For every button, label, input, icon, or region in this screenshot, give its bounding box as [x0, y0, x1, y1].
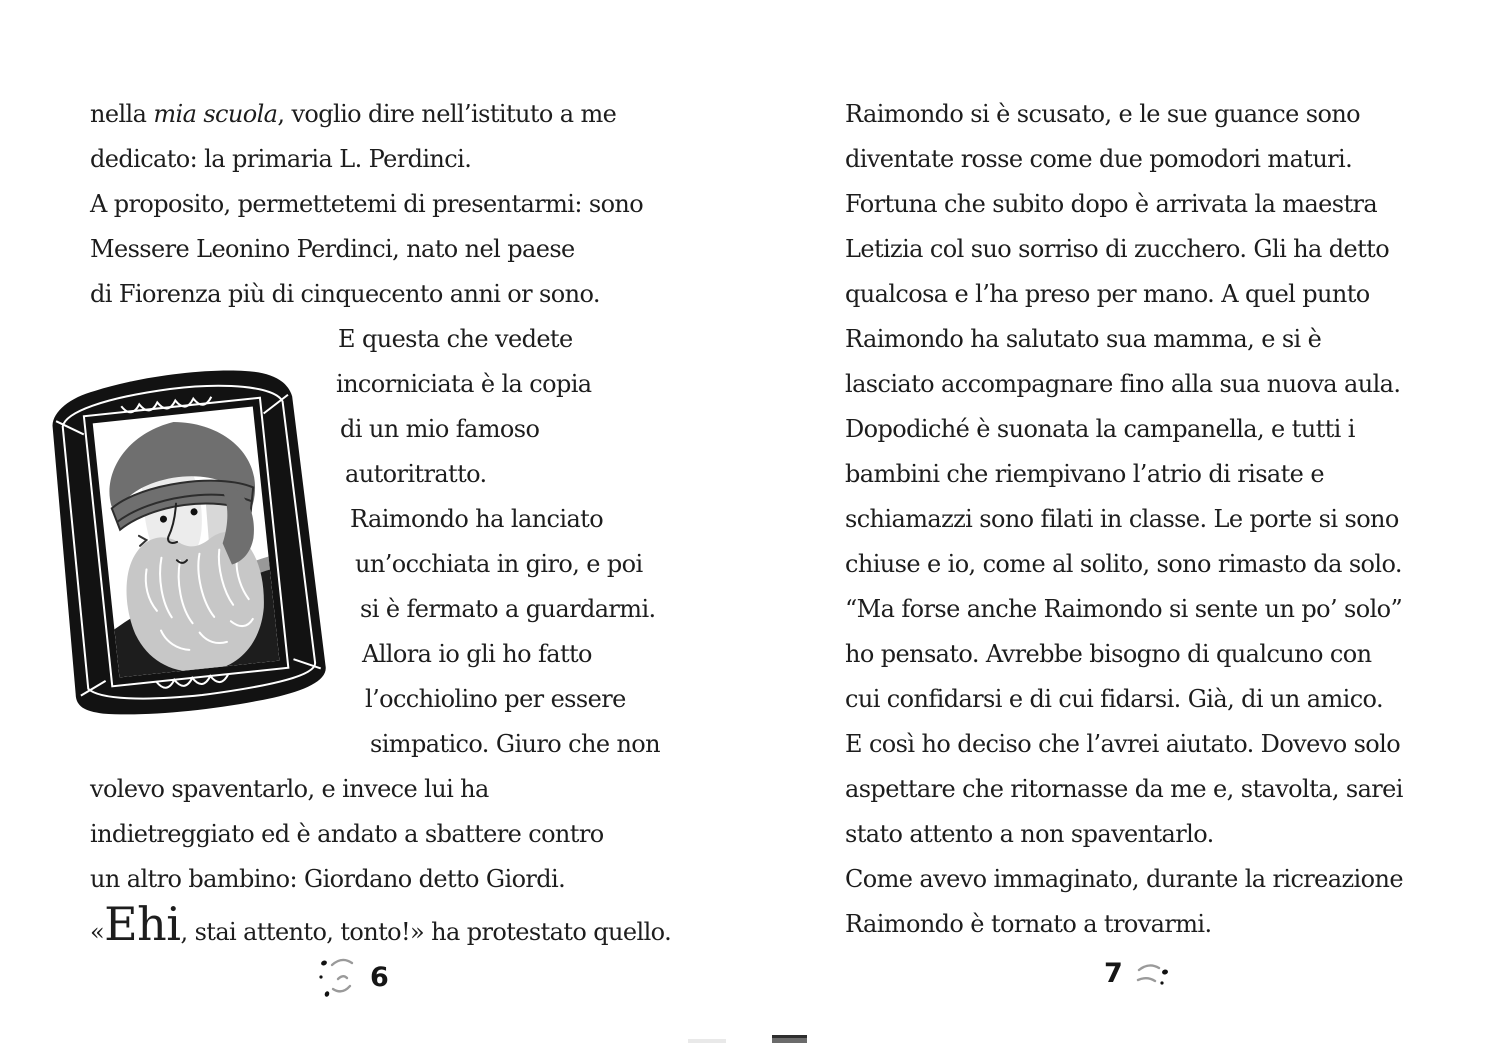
text-line: Fortuna che subito dopo è arrivata la maestra — [845, 190, 1378, 218]
text-line: un’occhiata in giro, e poi — [355, 550, 643, 578]
sketch-marks-icon — [314, 953, 360, 1001]
sketch-marks-icon — [1133, 959, 1179, 989]
text-line: E questa che vedete — [338, 325, 573, 353]
text-line: l’occhiolino per essere — [365, 685, 626, 713]
text-line: stato attento a non spaventarlo. — [845, 820, 1214, 848]
text-line: di un mio famoso — [340, 415, 540, 443]
footer-left — [314, 953, 389, 1001]
bottom-cutoff-dark — [772, 1035, 807, 1043]
text-line: chiuse e io, come al solito, sono rimasto da solo. — [845, 550, 1402, 578]
text-line: “Ma forse anche Raimondo si sente un po’ solo” — [845, 595, 1403, 623]
text-line: cui confidarsi e di cui fidarsi. Già, di un amico. — [845, 685, 1383, 713]
text-line: nella mia scuola, voglio dire nell’istituto a me — [90, 100, 617, 128]
text-line: E così ho deciso che l’avrei aiutato. Dovevo solo — [845, 730, 1401, 758]
text-line: lasciato accompagnare fino alla sua nuova aula. — [845, 370, 1401, 398]
text-line: Raimondo ha salutato sua mamma, e si è — [845, 325, 1322, 353]
text-line: Allora io gli ho fatto — [362, 640, 592, 668]
bottom-cutoff-light — [688, 1039, 726, 1043]
text-line: indietreggiato ed è andato a sbattere contro — [90, 820, 604, 848]
text-line: diventate rosse come due pomodori maturi. — [845, 145, 1353, 173]
text-line: Raimondo ha lanciato — [350, 505, 604, 533]
text-line: qualcosa e l’ha preso per mano. A quel punto — [845, 280, 1370, 308]
text-line: A proposito, permettetemi di presentarmi: sono — [90, 190, 644, 218]
text-line: aspettare che ritornasse da me e, stavolta, sarei — [845, 775, 1403, 803]
text-line: simpatico. Giuro che non — [370, 730, 661, 758]
page-right-text — [845, 92, 1403, 947]
text-line: Come avevo immaginato, durante la ricreazione — [845, 865, 1403, 893]
text-line: schiamazzi sono filati in classe. Le porte si sono — [845, 505, 1399, 533]
text-line: volevo spaventarlo, e invece lui ha — [90, 775, 489, 803]
text-line: Raimondo si è scusato, e le sue guance sono — [845, 100, 1361, 128]
text-line: Messere Leonino Perdinci, nato nel paese — [90, 235, 575, 263]
footer-right — [1104, 958, 1179, 989]
text-line: ho pensato. Avrebbe bisogno di qualcuno con — [845, 640, 1372, 668]
text-line: di Fiorenza più di cinquecento anni or sono. — [90, 280, 600, 308]
text-line: si è fermato a guardarmi. — [360, 595, 656, 623]
text-line: Dopodiché è suonata la campanella, e tutti i — [845, 415, 1355, 443]
framed-portrait-illustration — [41, 356, 332, 727]
text-line: autoritratto. — [345, 460, 487, 488]
text-line: Raimondo è tornato a trovarmi. — [845, 910, 1212, 938]
text-line: un altro bambino: Giordano detto Giordi. — [90, 865, 566, 893]
text-line: «Ehi, stai attento, tonto!» ha protestato quello. — [90, 897, 672, 951]
page-number-right: 7 — [1104, 958, 1123, 989]
text-line: Letizia col suo sorriso di zucchero. Gli ha detto — [845, 235, 1390, 263]
text-line: dedicato: la primaria L. Perdinci. — [90, 145, 472, 173]
text-line: incorniciata è la copia — [336, 370, 592, 398]
text-line: bambini che riempivano l’atrio di risate e — [845, 460, 1324, 488]
page-number-left: 6 — [370, 961, 389, 993]
portrait-frame-svg — [41, 356, 332, 727]
